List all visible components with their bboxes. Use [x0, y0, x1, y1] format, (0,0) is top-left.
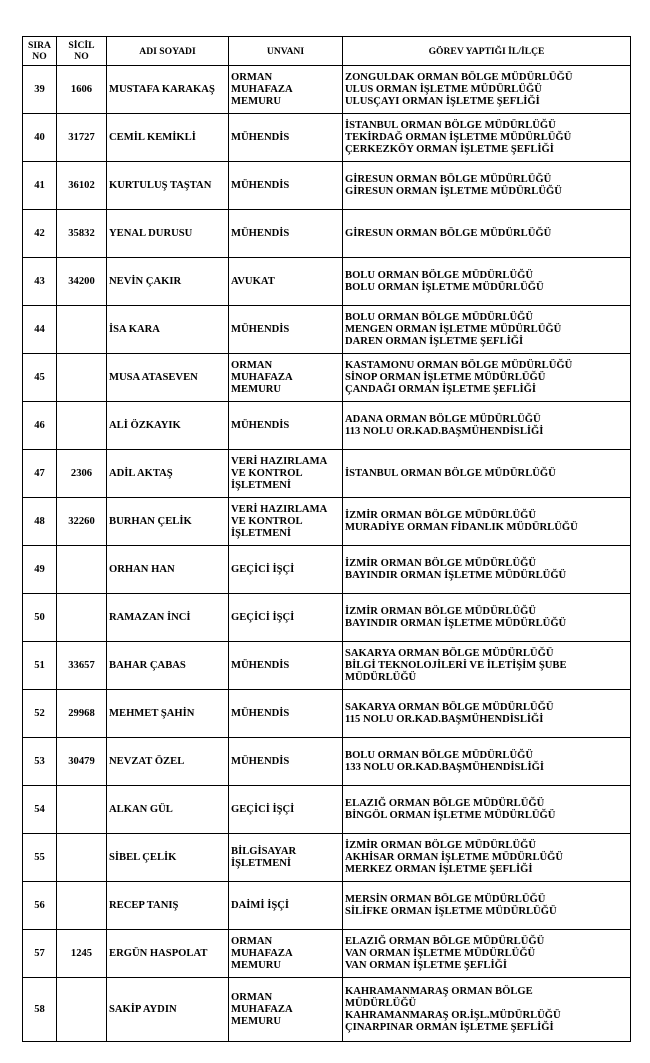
row-sira-no: 58 [23, 978, 57, 1042]
row-gorev-yeri: KASTAMONU ORMAN BÖLGE MÜDÜRLÜĞÜ SİNOP ORMAN İŞLETME MÜDÜRLÜĞÜ ÇANDAĞI ORMAN İŞLETME ŞEFLİĞİ [343, 354, 631, 402]
row-adi-soyadi: KURTULUŞ TAŞTAN [107, 162, 229, 210]
row-adi-soyadi: RAMAZAN İNCİ [107, 594, 229, 642]
row-gorev-yeri: BOLU ORMAN BÖLGE MÜDÜRLÜĞÜ MENGEN ORMAN İŞLETME MÜDÜRLÜĞÜ DAREN ORMAN İŞLETME ŞEFLİĞİ [343, 306, 631, 354]
table-row [23, 594, 631, 642]
row-sicil-no: 33657 [57, 642, 107, 690]
row-unvani: BİLGİSAYAR İŞLETMENİ [229, 834, 343, 882]
row-sira-no: 41 [23, 162, 57, 210]
row-adi-soyadi: CEMİL KEMİKLİ [107, 114, 229, 162]
row-sira-no: 57 [23, 930, 57, 978]
row-sicil-no: 32260 [57, 498, 107, 546]
table-header-row [23, 37, 631, 66]
table-row [23, 786, 631, 834]
row-sira-no: 46 [23, 402, 57, 450]
row-unvani: MÜHENDİS [229, 114, 343, 162]
row-sicil-no: 30479 [57, 738, 107, 786]
row-unvani: DAİMİ İŞÇİ [229, 882, 343, 930]
row-sicil-no [57, 882, 107, 930]
row-sicil-no [57, 354, 107, 402]
row-sira-no: 49 [23, 546, 57, 594]
row-gorev-yeri: İSTANBUL ORMAN BÖLGE MÜDÜRLÜĞÜ [343, 450, 631, 498]
row-gorev-yeri: MERSİN ORMAN BÖLGE MÜDÜRLÜĞÜ SİLİFKE ORMAN İŞLETME MÜDÜRLÜĞÜ [343, 882, 631, 930]
table-row [23, 690, 631, 738]
row-gorev-yeri: SAKARYA ORMAN BÖLGE MÜDÜRLÜĞÜ BİLGİ TEKNOLOJİLERİ VE İLETİŞİM ŞUBE MÜDÜRLÜĞÜ [343, 642, 631, 690]
row-sicil-no: 29968 [57, 690, 107, 738]
row-adi-soyadi: SİBEL ÇELİK [107, 834, 229, 882]
row-adi-soyadi: BAHAR ÇABAS [107, 642, 229, 690]
row-adi-soyadi: ALİ ÖZKAYIK [107, 402, 229, 450]
row-adi-soyadi: NEVİN ÇAKIR [107, 258, 229, 306]
row-sicil-no [57, 306, 107, 354]
row-adi-soyadi: ADİL AKTAŞ [107, 450, 229, 498]
row-unvani: ORMAN MUHAFAZA MEMURU [229, 930, 343, 978]
row-sira-no: 51 [23, 642, 57, 690]
row-sicil-no: 1606 [57, 66, 107, 114]
row-unvani: MÜHENDİS [229, 162, 343, 210]
row-sicil-no: 36102 [57, 162, 107, 210]
row-gorev-yeri: İSTANBUL ORMAN BÖLGE MÜDÜRLÜĞÜ TEKİRDAĞ ORMAN İŞLETME MÜDÜRLÜĞÜ ÇERKEZKÖY ORMAN İŞLETME ŞEFLİĞİ [343, 114, 631, 162]
row-sira-no: 48 [23, 498, 57, 546]
row-gorev-yeri: SAKARYA ORMAN BÖLGE MÜDÜRLÜĞÜ 115 NOLU OR.KAD.BAŞMÜHENDİSLİĞİ [343, 690, 631, 738]
header-gorev-yeri: GÖREV YAPTIĞI İL/İLÇE [343, 37, 631, 66]
row-gorev-yeri: İZMİR ORMAN BÖLGE MÜDÜRLÜĞÜ BAYINDIR ORMAN İŞLETME MÜDÜRLÜĞÜ [343, 594, 631, 642]
row-unvani: VERİ HAZIRLAMA VE KONTROL İŞLETMENİ [229, 498, 343, 546]
row-sira-no: 44 [23, 306, 57, 354]
row-unvani: VERİ HAZIRLAMA VE KONTROL İŞLETMENİ [229, 450, 343, 498]
row-sira-no: 50 [23, 594, 57, 642]
row-adi-soyadi: BURHAN ÇELİK [107, 498, 229, 546]
row-unvani: GEÇİCİ İŞÇİ [229, 594, 343, 642]
row-unvani: ORMAN MUHAFAZA MEMURU [229, 978, 343, 1042]
row-sira-no: 45 [23, 354, 57, 402]
row-sicil-no: 2306 [57, 450, 107, 498]
table-row [23, 642, 631, 690]
row-sicil-no [57, 834, 107, 882]
row-adi-soyadi: NEVZAT ÖZEL [107, 738, 229, 786]
row-unvani: MÜHENDİS [229, 642, 343, 690]
table-body [23, 66, 631, 1042]
row-gorev-yeri: ELAZIĞ ORMAN BÖLGE MÜDÜRLÜĞÜ VAN ORMAN İŞLETME MÜDÜRLÜĞÜ VAN ORMAN İŞLETME ŞEFLİĞİ [343, 930, 631, 978]
table-row [23, 114, 631, 162]
table-row [23, 738, 631, 786]
table-row [23, 882, 631, 930]
row-sicil-no [57, 786, 107, 834]
row-gorev-yeri: ADANA ORMAN BÖLGE MÜDÜRLÜĞÜ 113 NOLU OR.KAD.BAŞMÜHENDİSLİĞİ [343, 402, 631, 450]
row-adi-soyadi: YENAL DURUSU [107, 210, 229, 258]
row-gorev-yeri: GİRESUN ORMAN BÖLGE MÜDÜRLÜĞÜ GİRESUN ORMAN İŞLETME MÜDÜRLÜĞÜ [343, 162, 631, 210]
table-row [23, 162, 631, 210]
row-sicil-no [57, 978, 107, 1042]
row-gorev-yeri: ZONGULDAK ORMAN BÖLGE MÜDÜRLÜĞÜ ULUS ORMAN İŞLETME MÜDÜRLÜĞÜ ULUSÇAYI ORMAN İŞLETME ŞEFLİĞİ [343, 66, 631, 114]
row-adi-soyadi: SAKİP AYDIN [107, 978, 229, 1042]
row-gorev-yeri: KAHRAMANMARAŞ ORMAN BÖLGE MÜDÜRLÜĞÜ KAHRAMANMARAŞ OR.İŞL.MÜDÜRLÜĞÜ ÇINARPINAR ORMAN İŞLETME ŞEFLİĞİ [343, 978, 631, 1042]
row-adi-soyadi: RECEP TANIŞ [107, 882, 229, 930]
table-row [23, 306, 631, 354]
row-gorev-yeri: ELAZIĞ ORMAN BÖLGE MÜDÜRLÜĞÜ BİNGÖL ORMAN İŞLETME MÜDÜRLÜĞÜ [343, 786, 631, 834]
row-gorev-yeri: BOLU ORMAN BÖLGE MÜDÜRLÜĞÜ BOLU ORMAN İŞLETME MÜDÜRLÜĞÜ [343, 258, 631, 306]
row-gorev-yeri: İZMİR ORMAN BÖLGE MÜDÜRLÜĞÜ AKHİSAR ORMAN İŞLETME MÜDÜRLÜĞÜ MERKEZ ORMAN İŞLETME ŞEFLİĞİ [343, 834, 631, 882]
row-unvani: MÜHENDİS [229, 738, 343, 786]
row-gorev-yeri: BOLU ORMAN BÖLGE MÜDÜRLÜĞÜ 133 NOLU OR.KAD.BAŞMÜHENDİSLİĞİ [343, 738, 631, 786]
row-sicil-no [57, 402, 107, 450]
row-sira-no: 43 [23, 258, 57, 306]
table-row [23, 66, 631, 114]
row-adi-soyadi: ALKAN GÜL [107, 786, 229, 834]
row-sira-no: 56 [23, 882, 57, 930]
header-sira-no: SIRA NO [23, 37, 57, 66]
row-sira-no: 47 [23, 450, 57, 498]
row-adi-soyadi: İSA KARA [107, 306, 229, 354]
row-adi-soyadi: MUSTAFA KARAKAŞ [107, 66, 229, 114]
row-unvani: ORMAN MUHAFAZA MEMURU [229, 354, 343, 402]
row-unvani: AVUKAT [229, 258, 343, 306]
table-row [23, 978, 631, 1042]
row-adi-soyadi: ORHAN HAN [107, 546, 229, 594]
row-sira-no: 42 [23, 210, 57, 258]
row-sira-no: 40 [23, 114, 57, 162]
row-unvani: MÜHENDİS [229, 306, 343, 354]
row-sira-no: 54 [23, 786, 57, 834]
row-sicil-no: 35832 [57, 210, 107, 258]
table-row [23, 498, 631, 546]
table-row [23, 210, 631, 258]
row-unvani: MÜHENDİS [229, 690, 343, 738]
row-sicil-no: 34200 [57, 258, 107, 306]
table-row [23, 354, 631, 402]
row-sira-no: 39 [23, 66, 57, 114]
row-unvani: GEÇİCİ İŞÇİ [229, 786, 343, 834]
row-sicil-no [57, 594, 107, 642]
row-sira-no: 53 [23, 738, 57, 786]
row-gorev-yeri: GİRESUN ORMAN BÖLGE MÜDÜRLÜĞÜ [343, 210, 631, 258]
table-row [23, 258, 631, 306]
table-row [23, 546, 631, 594]
table-row [23, 450, 631, 498]
row-adi-soyadi: MEHMET ŞAHİN [107, 690, 229, 738]
row-sira-no: 52 [23, 690, 57, 738]
header-adi-soyadi: ADI SOYADI [107, 37, 229, 66]
row-adi-soyadi: MUSA ATASEVEN [107, 354, 229, 402]
table-row [23, 402, 631, 450]
header-sicil-no: SİCİL NO [57, 37, 107, 66]
personnel-table [22, 36, 631, 1042]
row-sicil-no: 1245 [57, 930, 107, 978]
header-unvani: UNVANI [229, 37, 343, 66]
row-gorev-yeri: İZMİR ORMAN BÖLGE MÜDÜRLÜĞÜ MURADİYE ORMAN FİDANLIK MÜDÜRLÜĞÜ [343, 498, 631, 546]
row-unvani: ORMAN MUHAFAZA MEMURU [229, 66, 343, 114]
row-gorev-yeri: İZMİR ORMAN BÖLGE MÜDÜRLÜĞÜ BAYINDIR ORMAN İŞLETME MÜDÜRLÜĞÜ [343, 546, 631, 594]
row-sira-no: 55 [23, 834, 57, 882]
table-row [23, 930, 631, 978]
row-adi-soyadi: ERGÜN HASPOLAT [107, 930, 229, 978]
row-sicil-no [57, 546, 107, 594]
row-unvani: MÜHENDİS [229, 210, 343, 258]
table-row [23, 834, 631, 882]
row-unvani: MÜHENDİS [229, 402, 343, 450]
row-sicil-no: 31727 [57, 114, 107, 162]
row-unvani: GEÇİCİ İŞÇİ [229, 546, 343, 594]
